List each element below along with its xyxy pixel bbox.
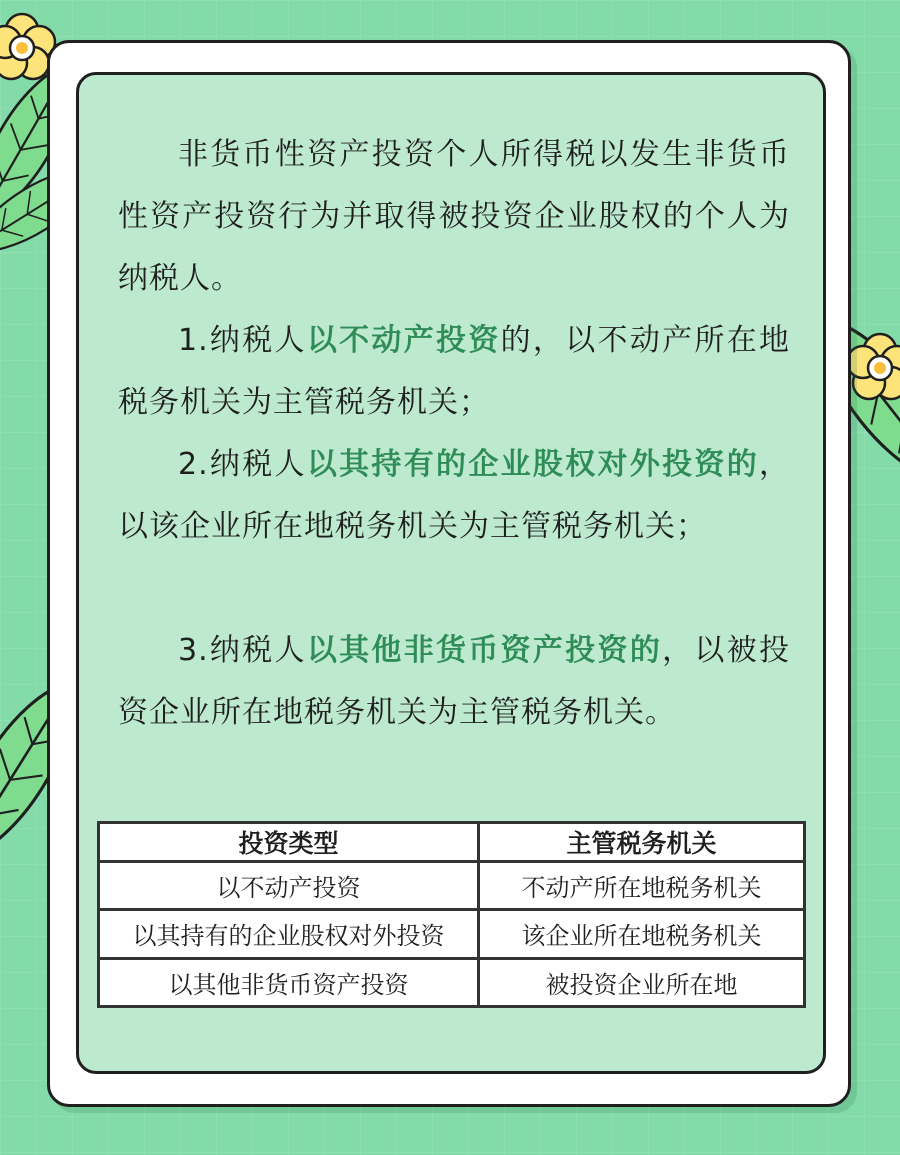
table-row	[99, 958, 805, 1006]
table-cell: 被投资企业所在地	[479, 958, 805, 1006]
table-row	[99, 910, 805, 958]
table-cell: 不动产所在地税务机关	[479, 862, 805, 910]
rule-3-highlight: 以其他非货币资产投资的	[306, 633, 663, 668]
table-header-row	[99, 823, 805, 862]
intro-paragraph	[118, 124, 790, 310]
rule-2-suffix: ，以该企业所在地税务机关为主管税务机关；	[118, 447, 791, 544]
header-tax-authority: 主管税务机关	[479, 823, 805, 862]
rule-1-suffix: 的，以不动产所在地税务机关为主管税务机关；	[118, 323, 791, 420]
table-cell: 以其持有的企业股权对外投资	[99, 910, 479, 958]
table-row	[99, 862, 805, 910]
rule-2-prefix: 2.纳税人	[178, 447, 307, 482]
rule-3-suffix: ，以被投资企业所在地税务机关为主管税务机关。	[118, 633, 791, 730]
tax-authority-table	[97, 821, 806, 1008]
rule-2-paragraph	[118, 434, 790, 558]
intro-text: 非货币性资产投资个人所得税以发生非货币性资产投资行为并取得被投资企业股权的个人为纳税人。	[118, 137, 790, 296]
rule-2-highlight: 以其持有的企业股权对外投资的	[306, 447, 760, 482]
flower-icon	[847, 334, 900, 399]
rule-3-paragraph	[118, 620, 790, 744]
rule-1-prefix: 1.纳税人	[178, 323, 307, 358]
header-investment-type: 投资类型	[99, 823, 479, 862]
table-cell: 以不动产投资	[99, 862, 479, 910]
rule-1-highlight: 以不动产投资	[306, 323, 501, 358]
table-cell: 以其他非货币资产投资	[99, 958, 479, 1006]
rule-3-prefix: 3.纳税人	[178, 633, 307, 668]
table-cell: 该企业所在地税务机关	[479, 910, 805, 958]
rule-1-paragraph	[118, 310, 790, 434]
